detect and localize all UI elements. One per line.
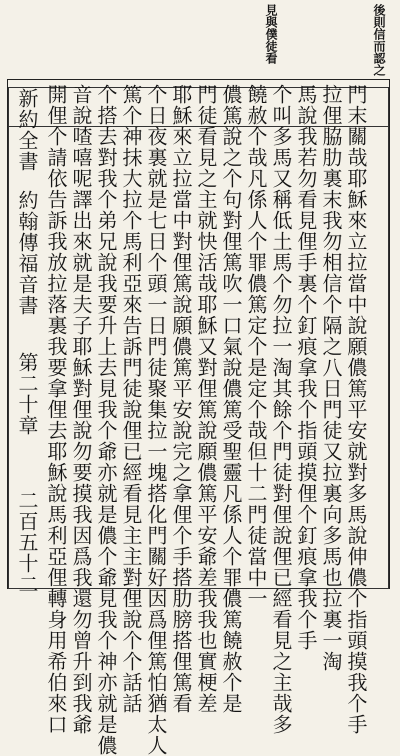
- margin-note-1: 見與僕徒看: [264, 4, 278, 64]
- book-label: 新約全書: [15, 88, 39, 172]
- text-column-6: 耶穌來立拉當中對俚篤說願儂篤平安說完之拿俚个手搭肋膀搭俚篤看: [169, 84, 193, 714]
- page-number: 二百五十二: [15, 490, 39, 595]
- text-column-9: 饒赦个哉凡係人个罪儂篤定个是定个哉但十二門徒當中一: [244, 84, 268, 609]
- text-column-11: 馬說我若勿看見俚手裏个釘痕拿我个指頭摸俚个釘痕拿我个手: [294, 84, 318, 651]
- text-column-5: 个日夜裏就是七日个頭一日門徒聚集拉一塊搭化門關好因爲俚篤怕猶太人: [144, 84, 168, 756]
- text-column-3: 个搭去對我个弟兄說我要升上去見我个爺亦就是儂个爺見我个神亦就是儂: [94, 84, 118, 756]
- text-column-8: 儂篤說之个句對俚篤吹一口氣說儂篤受聖靈凡係人个罪儂篤饒赦个是: [219, 84, 243, 714]
- margin-note-2: 後則信而認之: [372, 4, 386, 76]
- gospel-title: 約翰傳福音書: [15, 190, 39, 316]
- chapter-heading: 第二十章: [15, 352, 39, 436]
- text-column-1: 開俚个請依告訴我放拉落裏我要拿俚去耶穌說馬利亞俚轉身用希伯來口: [44, 84, 68, 735]
- text-column-2: 音說喳嘻呢譯出來就是夫子耶穌對俚說勿要摸我因爲我還勿曾升到我爺: [69, 84, 93, 735]
- text-column-4: 篤个神抹大拉个馬利亞來告訴門徒說俚已經看見主主對俚說个个話話: [119, 84, 143, 714]
- text-column-13: 門末關哉耶穌來立拉當中說願儂篤平安就對多馬說伸儂个指頭摸我个手: [344, 84, 368, 735]
- text-column-7: 門徒看見之主就快活哉耶穌又對俚篤說願儂篤平安爺差我我也實梗差: [194, 84, 218, 714]
- text-column-10: 个叫多馬又稱低土馬个勿拉一淘其餘个門徒對俚說俚已經看見之主哉多: [269, 84, 293, 735]
- text-column-12: 拉俚脇肋裏末我勿相信个隔之八日門徒又拉裏向多馬也拉裏一淘: [319, 84, 343, 672]
